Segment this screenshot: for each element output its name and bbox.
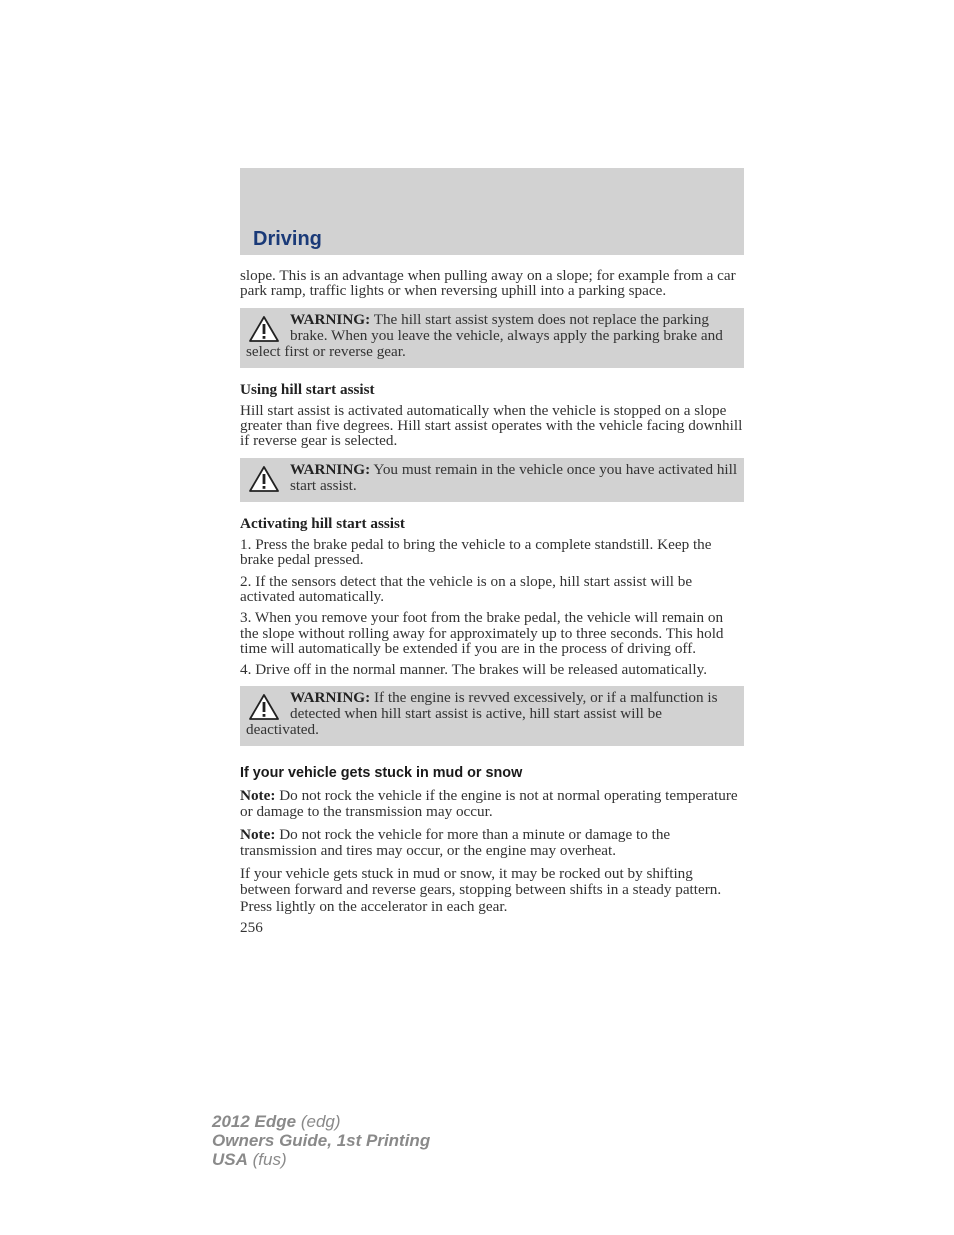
footer-region-code: (fus) [252,1150,287,1169]
warning-label: WARNING: [290,460,371,478]
note-label: Note: [240,825,276,843]
footer-line-model [212,1112,430,1131]
warning-body: The hill start assist system does not replace the parking brake. When you leave the vehicle, always apply the parking brake and select first or reverse gear. [246,310,723,360]
warning-label: WARNING: [290,310,371,328]
warning-box [240,458,744,502]
warning-text [246,312,738,360]
note-label: Note: [240,786,276,804]
warning-box [240,686,744,746]
subheading-using: Using hill start assist [240,380,375,398]
warning-text [246,462,738,494]
note-paragraph [240,788,744,821]
footer-line-region [212,1150,430,1169]
footer-imprint [212,1112,430,1169]
note-paragraph [240,827,744,860]
warning-text [246,690,738,738]
step-item: 2. If the sensors detect that the vehicle is on a slope, hill start assist will be activated automatically. [240,572,693,605]
page-number: 256 [240,919,263,937]
subheading-stuck: If your vehicle gets stuck in mud or snow [240,765,523,782]
note-body: Do not rock the vehicle if the engine is not at normal operating temperature or damage to the transmission may occur. [240,786,738,821]
footer-guide: Owners Guide, 1st Printing [212,1131,431,1150]
footer-line-guide [212,1131,430,1150]
stuck-paragraph: If your vehicle gets stuck in mud or snow, it may be rocked out by shifting between forward and reverse gears, stopping between shifts in a steady pattern. Press lightly on the accelerator in each gear. [240,864,722,915]
warning-body: If the engine is revved excessively, or if a malfunction is detected when hill start assist is active, hill start assist will be deactivated. [246,689,718,739]
step-item: 3. When you remove your foot from the brake pedal, the vehicle will remain on the slope without rolling away for approximately up to three seconds. This hold time will automatically be extended if you are in the process of driving off. [240,609,724,657]
warning-label: WARNING: [290,689,371,707]
warning-triangle-icon [248,465,280,493]
using-paragraph: Hill start assist is activated automatically when the vehicle is stopped on a slope greater than five degrees. Hill start assist operates with the vehicle facing downhill if reverse gear is selected. [240,401,743,450]
note-body: Do not rock the vehicle for more than a minute or damage to the transmission and tires may occur, or the engine may overheat. [240,825,671,860]
warning-box [240,308,744,368]
warning-body: You must remain in the vehicle once you have activated hill start assist. [290,460,738,494]
step-item: 1. Press the brake pedal to bring the vehicle to a complete standstill. Keep the brake pedal pressed. [240,536,712,569]
subheading-activating: Activating hill start assist [240,514,405,532]
page-content [240,268,744,936]
footer-region: USA [212,1150,248,1169]
warning-triangle-icon [248,315,280,343]
intro-paragraph: slope. This is an advantage when pulling away on a slope; for example from a car park ramp, traffic lights or when reversing uphill into a parking space. [240,267,736,300]
step-item: 4. Drive off in the normal manner. The brakes will be released automatically. [240,661,707,679]
footer-model-code: (edg) [300,1112,341,1131]
footer-model: 2012 Edge [212,1112,297,1131]
section-title: Driving [253,228,322,250]
warning-triangle-icon [248,693,280,721]
section-header [240,168,744,255]
